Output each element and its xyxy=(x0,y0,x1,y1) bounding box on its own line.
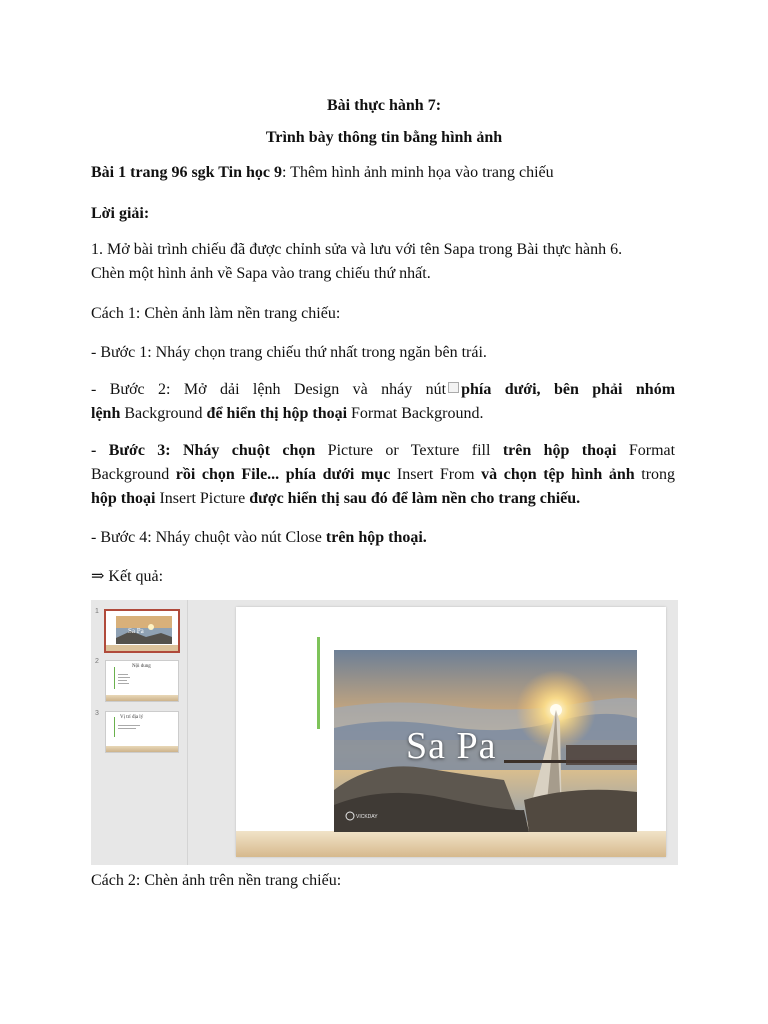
exercise-text: : Thêm hình ảnh minh họa vào trang chiếu xyxy=(282,164,554,181)
thumb-number-3: 3 xyxy=(95,710,99,717)
b3-format: Format xyxy=(628,442,676,459)
b4-close: Close xyxy=(285,529,322,546)
step1-line1: 1. Mở bài trình chiếu đã được chỉnh sửa và lưu với tên Sapa trong Bài thực hành 6. xyxy=(91,241,623,258)
b2-text-g: để hiển thị hộp thoại xyxy=(206,405,348,422)
slide-thumbnail-1[interactable] xyxy=(104,609,180,653)
slide-floor xyxy=(236,831,666,857)
powerpoint-screenshot xyxy=(91,600,678,865)
thumb3-line xyxy=(118,725,140,726)
thumb3-floor xyxy=(106,746,178,752)
method2-heading: Cách 2: Chèn ảnh trên nền trang chiếu: xyxy=(91,872,342,889)
dialog-launcher-icon xyxy=(448,382,459,393)
pane-divider[interactable] xyxy=(187,600,188,865)
thumb3-title: Vị trí địa lý xyxy=(120,715,144,720)
b2-text-c: và nháy nút xyxy=(352,381,447,398)
step-b1: - Bước 1: Nháy chọn trang chiếu thứ nhất trong ngăn bên trái. xyxy=(91,344,487,361)
result-label: ⇒ Kết quả: xyxy=(91,568,164,585)
page-subtitle: Trình bày thông tin bằng hình ảnh xyxy=(265,129,503,146)
step-b2-line1 xyxy=(91,378,675,402)
thumb2-title: Nội dung xyxy=(132,664,151,669)
thumb3-accent xyxy=(114,717,115,737)
b3-text-i: và chọn tệp hình ảnh xyxy=(481,466,635,483)
photo-logo: VICKDAY xyxy=(356,814,378,820)
slide-thumbnail-pane xyxy=(91,600,187,865)
step-b4 xyxy=(91,526,675,550)
step-b3-line1 xyxy=(91,439,675,463)
b3-text-g: rồi chọn File... phía dưới mục xyxy=(175,466,391,483)
b3-fill: fill xyxy=(471,442,491,459)
sapa-photo[interactable] xyxy=(334,650,637,832)
thumb-number-2: 2 xyxy=(95,658,99,665)
b4-text-c: trên hộp thoại. xyxy=(325,529,427,546)
svg-text:Sa Pa: Sa Pa xyxy=(128,627,144,635)
b2-design: Design xyxy=(293,381,340,398)
solution-label: Lời giải: xyxy=(91,205,150,222)
slide-thumbnail-3[interactable] xyxy=(105,711,179,753)
step-b2-line2 xyxy=(91,402,675,426)
step1-line2: Chèn một hình ảnh về Sapa vào trang chiếu thứ nhất. xyxy=(91,265,431,282)
thumb-number-1: 1 xyxy=(95,608,99,615)
step-b3-line3 xyxy=(91,487,675,511)
b3-text-m: được hiển thị sau đó để làm nền cho trang chiếu. xyxy=(249,490,581,507)
slide-thumbnail-2[interactable] xyxy=(105,660,179,702)
thumb2-floor xyxy=(106,695,178,701)
b3-text-d: trên hộp thoại xyxy=(502,442,617,459)
b3-insert-from: Insert From xyxy=(396,466,475,483)
exercise-heading xyxy=(91,161,675,185)
b3-text-a: - Bước 3: Nháy chuột chọn xyxy=(91,442,316,459)
b2-text-a: - Bước 2: Mở dải lệnh xyxy=(91,381,281,398)
thumb2-accent xyxy=(114,667,115,689)
step-b3-line2 xyxy=(91,463,675,487)
exercise-label: Bài 1 trang 96 sgk Tin học 9 xyxy=(91,164,283,181)
b2-background: Background xyxy=(124,405,203,422)
b3-text-k: hộp thoại xyxy=(91,490,156,507)
slide-canvas[interactable] xyxy=(236,607,666,857)
thumb1-photo xyxy=(106,611,178,651)
thumb2-line xyxy=(118,674,128,675)
thumb2-line xyxy=(118,680,127,681)
b2-text-e: lệnh xyxy=(91,405,121,422)
thumb2-line xyxy=(118,683,129,684)
slide-title[interactable]: Sa Pa xyxy=(406,725,497,767)
thumb3-line xyxy=(118,728,136,729)
method1-heading: Cách 1: Chèn ảnh làm nền trang chiếu: xyxy=(91,305,341,322)
b3-text-j: trong xyxy=(641,466,676,483)
b3-insert-picture: Insert Picture xyxy=(159,490,246,507)
thumb2-line xyxy=(118,677,130,678)
slide-accent-line xyxy=(317,637,320,729)
b2-text-d: phía dưới, bên phải nhóm xyxy=(461,381,676,398)
b2-format-background: Format Background. xyxy=(351,405,484,422)
b3-background: Background xyxy=(91,466,170,483)
b4-text-a: - Bước 4: Nháy chuột vào nút xyxy=(91,529,282,546)
page-title: Bài thực hành 7: xyxy=(326,97,442,114)
b3-picture-texture: Picture or Texture xyxy=(327,442,460,459)
